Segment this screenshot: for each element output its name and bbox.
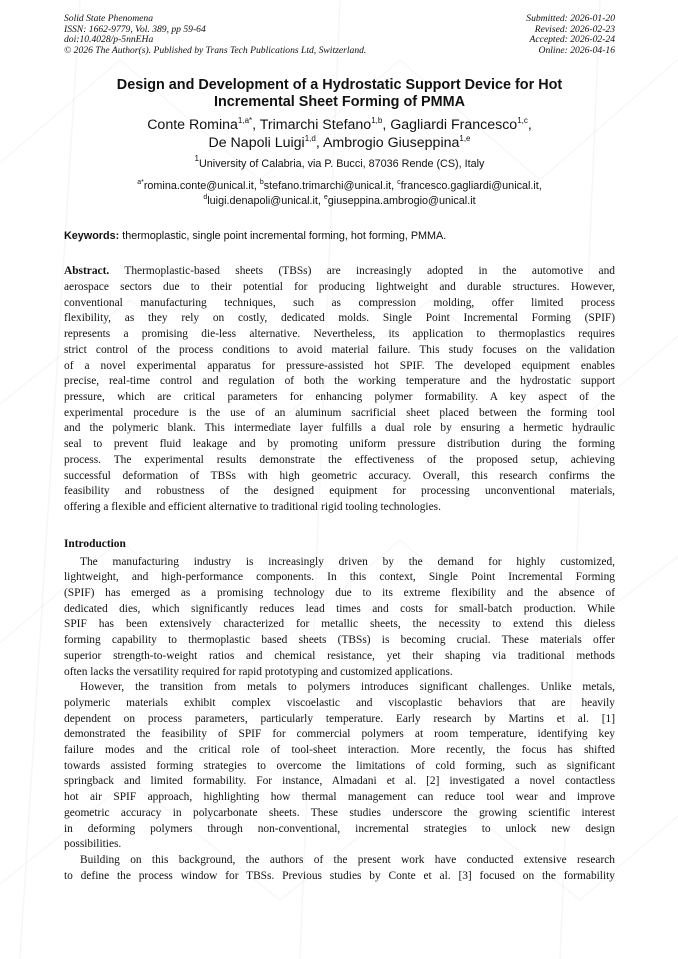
journal-info (64, 14, 366, 56)
keywords-label: Keywords: (64, 230, 120, 243)
abstract-line: precise, real-time control and regulation of both the working temperature and the hydrostatic support (64, 375, 615, 388)
paragraph-line: possibilities. (64, 838, 122, 851)
email-link[interactable]: romina.conte@unical.it (143, 180, 254, 193)
paragraph-line: superior strength-to-weight ratios and chemical resistance, yet their shaping via traditional methods (64, 649, 615, 662)
revised-date: Revised: 2026-02-23 (534, 23, 615, 35)
paragraph-line: failure modes and the critical role of tool-sheet interaction. More recently, the focus has shifted (64, 744, 615, 757)
author-separator: , (527, 117, 532, 134)
author-separator: , (382, 117, 391, 134)
author-name: Conte Romina (147, 117, 238, 134)
author-affiliation-mark: 1,a* (237, 116, 253, 126)
email-separator: , (253, 180, 260, 193)
author-separator: , (252, 117, 260, 134)
author-name: Trimarchi Stefano (259, 117, 372, 134)
abstract-line: conventional manufacturing techniques, such as compression molding, offer limited process (64, 296, 615, 309)
paper-page (64, 14, 615, 884)
abstract-line: strict control of the process conditions to avoid material failure. This study focuses on the validation (64, 343, 615, 356)
journal-name: Solid State Phenomena (64, 13, 153, 24)
doi-line: doi:10.4028/p-5nnEHa (64, 34, 154, 46)
email-link[interactable]: stefano.trimarchi@unical.it (263, 180, 392, 193)
paragraph-line: in deforming polymers through non-conventional, incremental strategies to unlock new design (64, 822, 615, 835)
abstract-line: and the polymeric blank. This intermediate layer fulfills a dual role by ensuring a hermetic hydraulic (64, 422, 615, 435)
accepted-date: Accepted: 2026-02-24 (529, 34, 615, 46)
abstract-line: feasibility and robustness of the designed equipment for processing unconventional materials, (64, 485, 615, 498)
journal-header (64, 14, 615, 56)
email-separator: , (317, 195, 324, 208)
paragraph-line: dedicated dies, which significantly reduces lead times and costs for small-batch production. While (64, 602, 615, 615)
abstract-line: represents a promising die-less alternative. Nevertheless, its application to thermoplastics requires (64, 328, 615, 341)
abstract-line: offering a flexible and efficient alternative to traditional rigid tooling technologies. (64, 500, 441, 513)
paragraph-line: polymeric materials exhibit complex viscoelastic and viscoplastic behaviors that are heavily (64, 696, 615, 709)
abstract-label: Abstract. (64, 265, 110, 278)
affiliation-mark: 1 (194, 154, 199, 164)
keywords-text: thermoplastic, single point incremental forming, hot forming, PMMA. (122, 230, 447, 243)
section-heading-introduction: Introduction (64, 537, 126, 550)
paragraph-line: springback and limited formability. For instance, Almadani et al. [2] investigated a novel contactless (64, 775, 615, 788)
author-affiliation-mark: 1,b (371, 116, 383, 126)
author-name: Ambrogio Giuseppina (322, 135, 460, 152)
issn-line: ISSN: 1662-9779, Vol. 389, pp 59-64 (64, 23, 206, 35)
abstract-line: aerospace sectors due to their potential for producing lightweight and durable structures. However, (64, 281, 615, 294)
author-affiliation-mark: 1,e (459, 134, 471, 144)
affiliation (64, 154, 615, 171)
abstract-line: successful deformation of TBSs with high geometric accuracy. Overall, this research confirms the (64, 469, 615, 482)
email-link[interactable]: giuseppina.ambrogio@unical.it (327, 195, 476, 208)
abstract (64, 264, 615, 515)
title-line: Incremental Sheet Forming of PMMA (213, 94, 466, 111)
paragraph-line: Building on this background, the authors of the present work have conducted extensive research (80, 853, 615, 866)
email-mark: b (259, 179, 264, 187)
paper-title (64, 77, 615, 111)
abstract-line: pressure, which are critical parameters for enhancing polymer formability. A key aspect of the (64, 391, 615, 403)
author-name: De Napoli Luigi (208, 135, 305, 152)
paragraph-line: The manufacturing industry is increasingly driven by the demand for highly customized, (80, 555, 615, 568)
author-line (64, 134, 615, 152)
email-separator: , (391, 180, 398, 193)
abstract-line: process. The experimental results demonstrate the effectiveness of the proposed setup, achieving (64, 453, 615, 466)
author-list (64, 116, 615, 152)
submitted-date: Submitted: 2026-01-20 (526, 13, 615, 24)
abstract-line: of a novel experimental apparatus for pressure-assisted hot SPIF. The developed equipment enables (64, 359, 615, 372)
introduction-body (64, 555, 615, 885)
paragraph-line: (SPIF) has emerged as a promising technology due to its extreme flexibility and the absence of (64, 587, 615, 600)
paragraph-line: demonstrated the feasibility of SPIF for commercial polymers at room temperature, identifying key (64, 728, 615, 741)
author-separator: , (315, 135, 323, 152)
paragraph-line: hot air SPIF approach, highlighting how thermal management can reduce tool wear and improve (64, 791, 615, 804)
author-affiliation-mark: 1,d (304, 134, 316, 144)
paragraph-line: to define the process window for TBSs. Previous studies by Conte et al. [3] focused on the formability (64, 869, 615, 882)
paragraph-line: dependent on process parameters, particularly temperature. Early research by Martins et al. [1] (64, 712, 615, 725)
author-line (64, 116, 615, 134)
email-line (64, 194, 615, 209)
keywords (64, 230, 615, 243)
online-date: Online: 2026-04-16 (538, 44, 615, 56)
paragraph-line: forming capability to thermoplastic based sheets (TBSs) is becoming crucial. These materials offer (64, 634, 615, 647)
author-name: Gagliardi Francesco (390, 117, 518, 134)
email-mark: d (203, 194, 208, 202)
paragraph-line: geometric accuracy in polycarbonate sheets. These studies underscore the growing scientific interest (64, 806, 615, 819)
abstract-label-gap (109, 265, 124, 277)
email-line (64, 179, 615, 194)
email-mark: c (397, 179, 401, 187)
author-affiliation-mark: 1,c (517, 116, 528, 126)
author-emails (64, 179, 615, 209)
affiliation-text: University of Calabria, via P. Bucci, 87036 Rende (CS), Italy (199, 158, 485, 171)
email-mark: a* (137, 179, 144, 187)
email-mark: e (323, 194, 328, 202)
abstract-line: seal to prevent fluid leakage and by promoting uniform pressure distribution during the forming (64, 438, 615, 451)
publication-dates (526, 14, 615, 56)
paragraph-line: lightweight, and high-performance components. In this context, Single Point Incremental Forming (64, 571, 615, 584)
title-line: Design and Development of a Hydrostatic Support Device for Hot (116, 77, 563, 94)
email-separator: , (538, 180, 542, 193)
abstract-line (64, 264, 615, 280)
email-link[interactable]: luigi.denapoli@unical.it (207, 195, 318, 208)
paragraph-line: towards assisted forming strategies to overcome the limitations of cold forming, such as significant (64, 759, 615, 772)
abstract-line: experimental procedure is the use of an aluminum sacrificial sheet placed between the forming tool (64, 406, 615, 419)
abstract-line: flexibility, as they rely on costly, dedicated molds. Single Point Incremental Forming (SPIF) (64, 312, 615, 325)
paragraph-line: SPIF has been extensively characterized for metallic sheets, the necessity to extend this dieless (64, 618, 615, 631)
email-link[interactable]: francesco.gagliardi@unical.it (400, 180, 539, 193)
paragraph-line: often lacks the versatility required for rapid prototyping and customized applications. (64, 665, 453, 678)
copyright-line: © 2026 The Author(s). Published by Trans Tech Publications Ltd, Switzerland. (64, 44, 367, 56)
paragraph-line: However, the transition from metals to polymers introduces significant challenges. Unlike metals, (80, 681, 615, 694)
abstract-text: Thermoplastic-based sheets (TBSs) are increasingly adopted in the automotive and (124, 265, 615, 278)
